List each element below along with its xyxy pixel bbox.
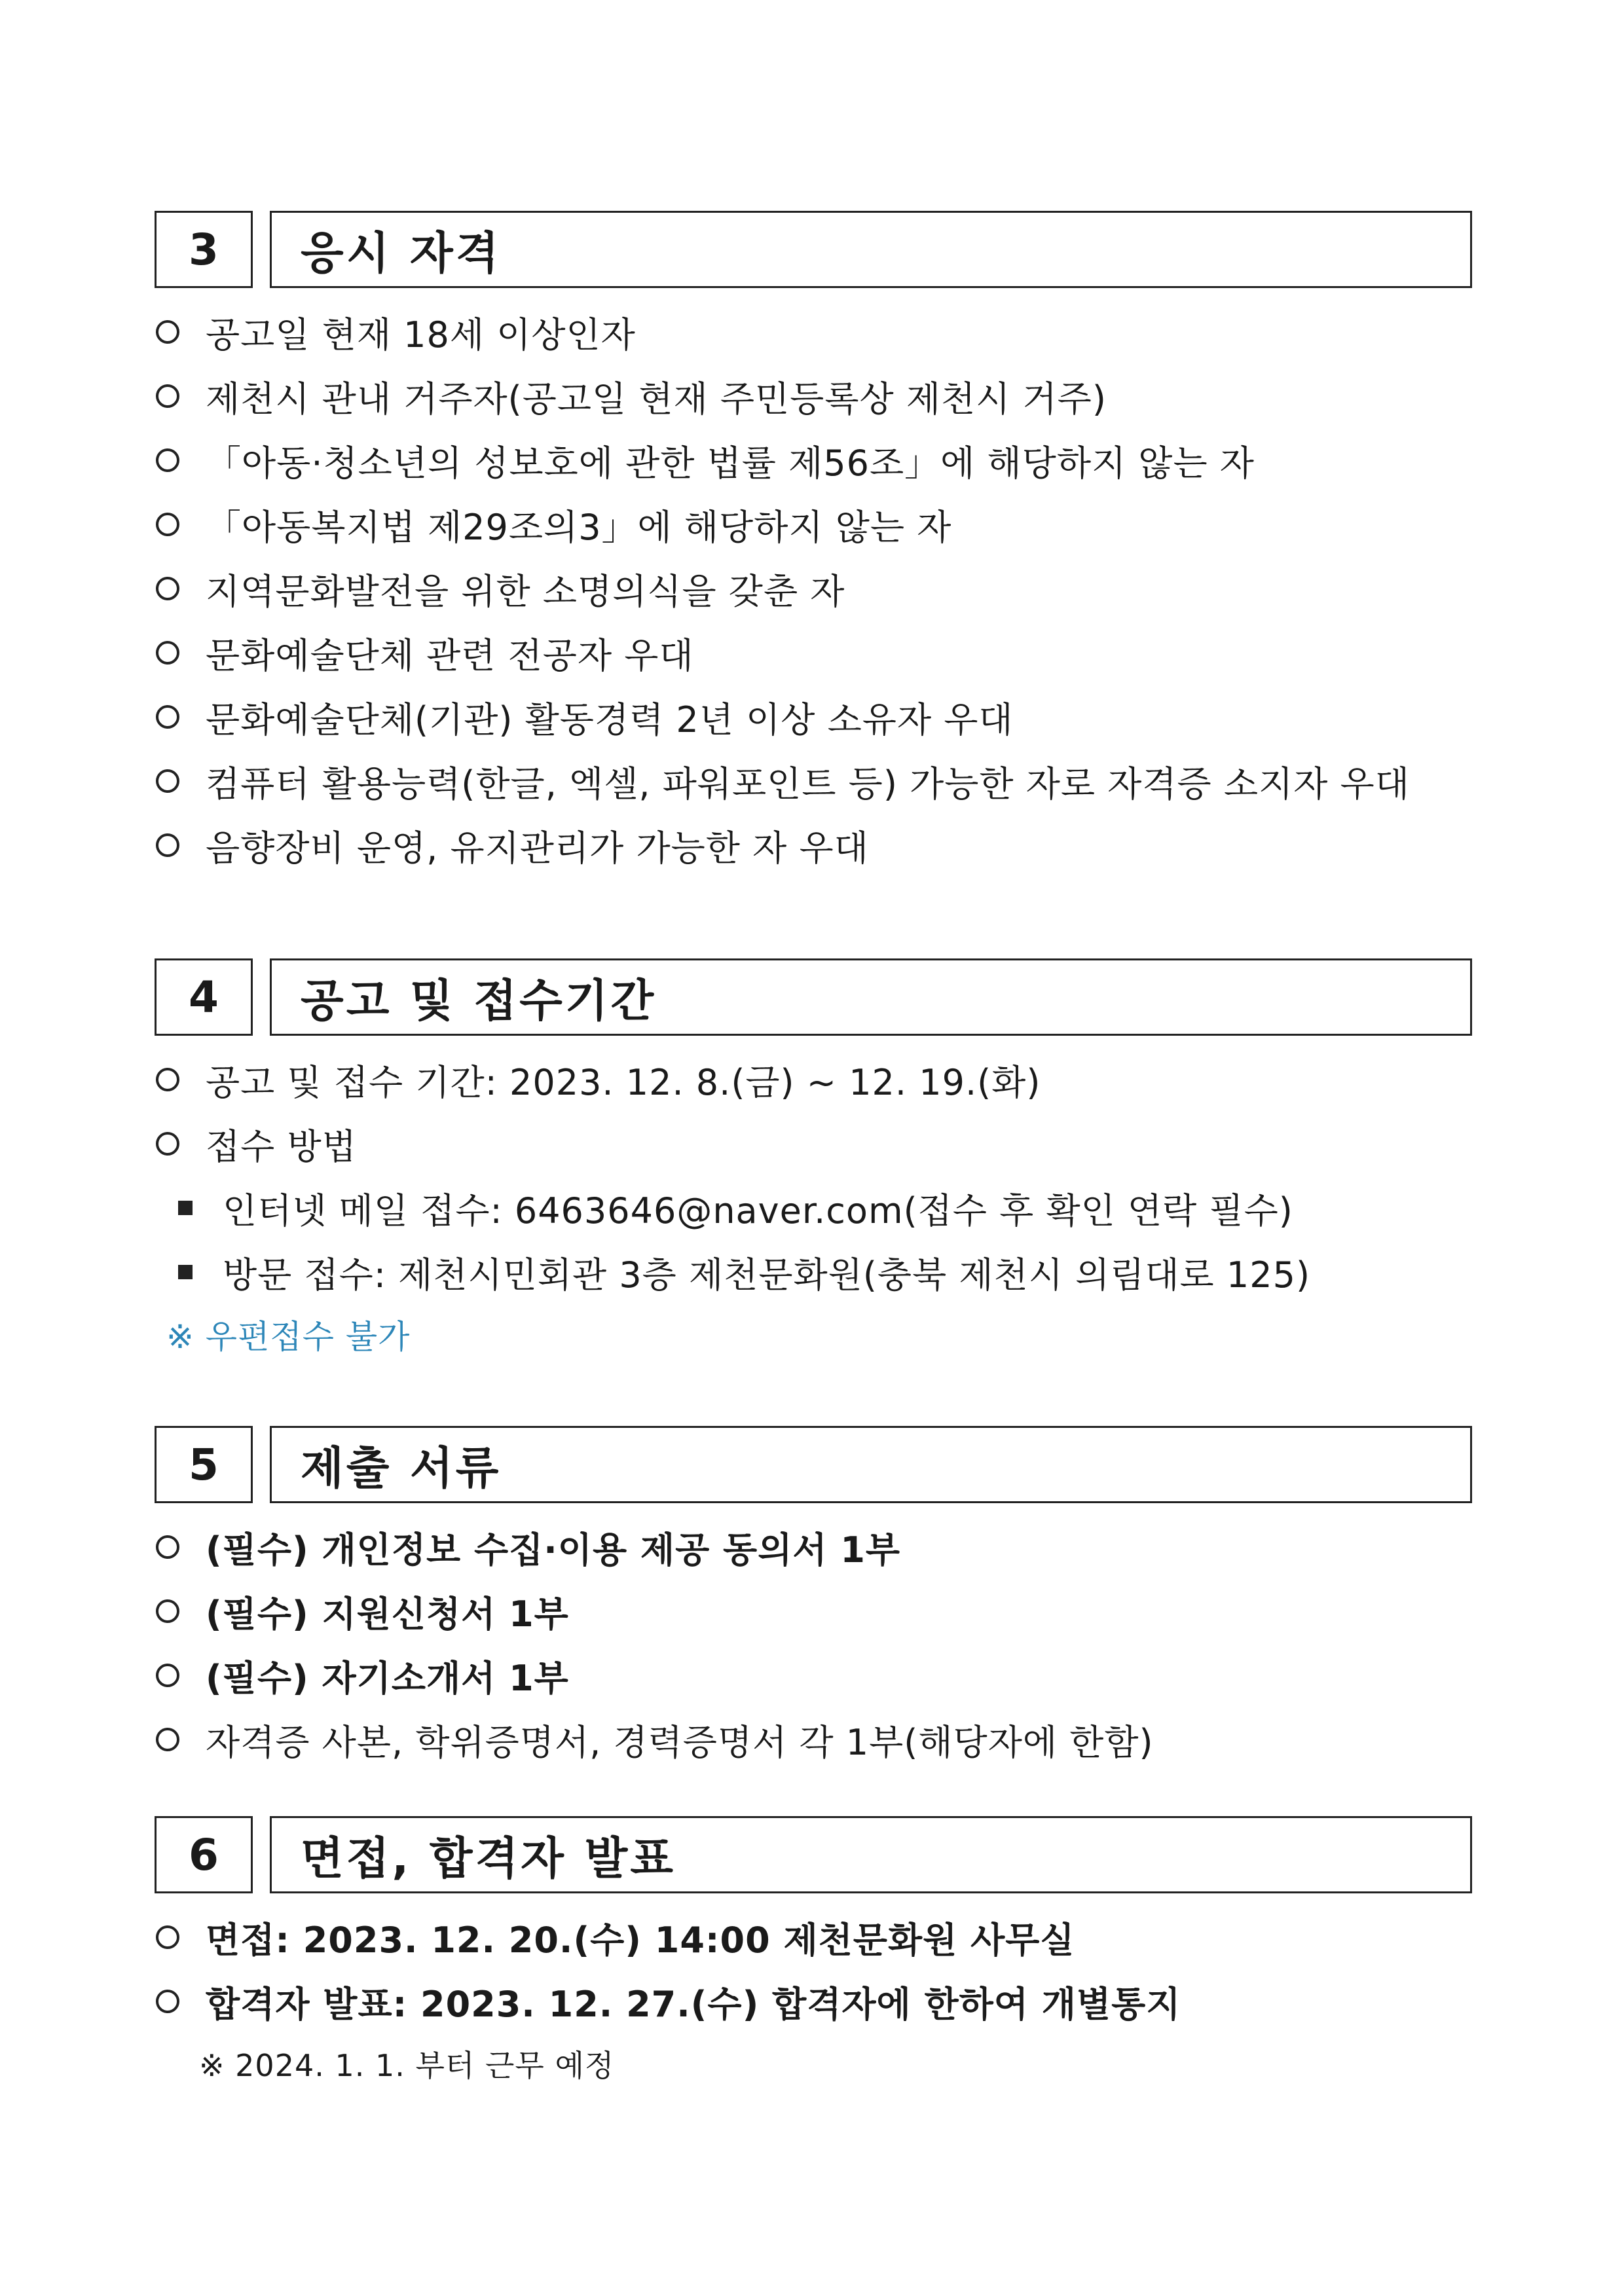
list-item: 음향장비 운영, 유지관리가 가능한 자 우대	[155, 813, 1472, 877]
section-list	[155, 1905, 1472, 2033]
circle-bullet-icon	[156, 577, 179, 600]
list-item: 「아동·청소년의 성보호에 관한 법률 제56조」에 해당하지 않는 자	[155, 428, 1472, 492]
circle-bullet-icon	[156, 1068, 179, 1091]
section-list	[155, 1707, 1472, 1772]
circle-bullet-icon	[156, 1664, 179, 1687]
sub-list-item: 방문 접수: 제천시민회관 3층 제천문화원(충북 제천시 의림대로 125)	[155, 1240, 1472, 1304]
list-item: 「아동복지법 제29조의3」에 해당하지 않는 자	[155, 492, 1472, 556]
list-item: (필수) 자기소개서 1부	[155, 1643, 1472, 1707]
section-number: 5	[155, 1426, 253, 1503]
section-title: 면접, 합격자 발표	[270, 1816, 1472, 1893]
list-item: 접수 방법	[155, 1112, 1472, 1176]
section-header	[155, 211, 1472, 291]
section-title: 공고 및 접수기간	[270, 958, 1472, 1036]
list-item: 공고 및 접수 기간: 2023. 12. 8.(금) ~ 12. 19.(화)	[155, 1048, 1472, 1112]
square-bullet-icon	[178, 1201, 193, 1215]
sub-list-item: 인터넷 메일 접수: 6463646@naver.com(접수 후 확인 연락 필수)	[155, 1176, 1472, 1240]
section-3	[155, 211, 1472, 877]
section-list	[155, 300, 1472, 877]
section-number: 6	[155, 1816, 253, 1893]
square-bullet-icon	[178, 1265, 193, 1279]
list-item: 제천시 관내 거주자(공고일 현재 주민등록상 제천시 거주)	[155, 364, 1472, 428]
section-list	[155, 1048, 1472, 1304]
section-title: 제출 서류	[270, 1426, 1472, 1503]
list-item: 합격자 발표: 2023. 12. 27.(수) 합격자에 한하여 개별통지	[155, 1969, 1472, 2033]
circle-bullet-icon	[156, 1728, 179, 1751]
work-start-note: ※ 2024. 1. 1. 부터 근무 예정	[199, 2048, 615, 2083]
list-item: 문화예술단체(기관) 활동경력 2년 이상 소유자 우대	[155, 685, 1472, 749]
list-item: 면접: 2023. 12. 20.(수) 14:00 제천문화원 사무실	[155, 1905, 1472, 1969]
circle-bullet-icon	[156, 320, 179, 344]
list-item: 문화예술단체 관련 전공자 우대	[155, 621, 1472, 685]
section-list	[155, 1515, 1472, 1707]
list-item: (필수) 개인정보 수집·이용 제공 동의서 1부	[155, 1515, 1472, 1579]
list-item: (필수) 지원신청서 1부	[155, 1579, 1472, 1643]
circle-bullet-icon	[156, 384, 179, 408]
section-title: 응시 자격	[270, 211, 1472, 288]
circle-bullet-icon	[156, 1535, 179, 1559]
circle-bullet-icon	[156, 448, 179, 472]
section-number: 3	[155, 211, 253, 288]
postal-note: ※ 우편접수 불가	[166, 1318, 411, 1356]
list-item: 지역문화발전을 위한 소명의식을 갖춘 자	[155, 556, 1472, 621]
list-item: 공고일 현재 18세 이상인자	[155, 300, 1472, 364]
circle-bullet-icon	[156, 769, 179, 793]
circle-bullet-icon	[156, 641, 179, 665]
circle-bullet-icon	[156, 705, 179, 729]
circle-bullet-icon	[156, 1132, 179, 1156]
circle-bullet-icon	[156, 1990, 179, 2013]
section-4	[155, 958, 1472, 1364]
section-header	[155, 1426, 1472, 1506]
circle-bullet-icon	[156, 833, 179, 857]
section-6	[155, 1816, 1472, 2094]
section-number: 4	[155, 958, 253, 1036]
section-header	[155, 1816, 1472, 1896]
section-header	[155, 958, 1472, 1038]
circle-bullet-icon	[156, 513, 179, 536]
list-item: 컴퓨터 활용능력(한글, 엑셀, 파워포인트 등) 가능한 자로 자격증 소지자 우대	[155, 749, 1472, 813]
list-item: 자격증 사본, 학위증명서, 경력증명서 각 1부(해당자에 한함)	[155, 1707, 1472, 1772]
circle-bullet-icon	[156, 1925, 179, 1949]
section-5	[155, 1426, 1472, 1772]
circle-bullet-icon	[156, 1599, 179, 1623]
